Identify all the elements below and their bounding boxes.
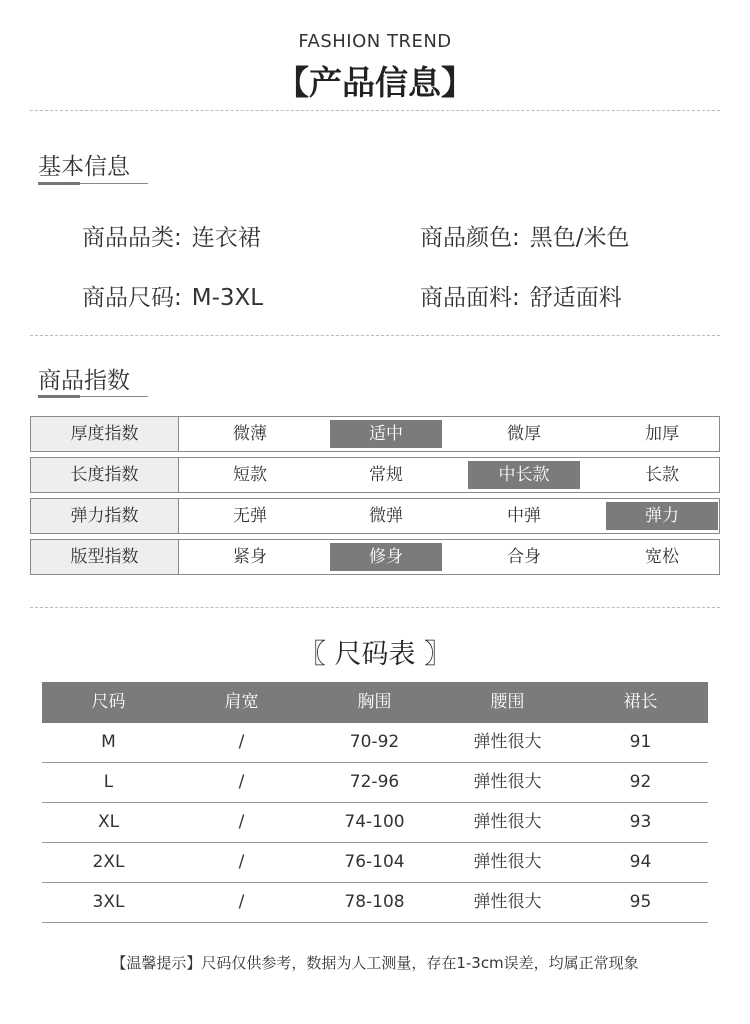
- table-cell: /: [238, 812, 245, 832]
- index-row-length: [30, 457, 720, 493]
- table-cell: 2XL: [92, 852, 125, 872]
- index-option: 长款: [645, 465, 679, 485]
- table-cell: 弹性很大: [473, 772, 542, 792]
- table-cell: 70-92: [349, 732, 400, 752]
- info-label: 商品尺码:: [82, 285, 182, 311]
- table-cell: 72-96: [349, 772, 400, 792]
- info-label: 商品颜色:: [420, 225, 520, 251]
- table-cell: 92: [629, 772, 652, 792]
- table-cell: 弹性很大: [473, 852, 542, 872]
- table-cell: 弹性很大: [473, 892, 542, 912]
- table-cell: /: [238, 772, 245, 792]
- index-option-selected: 中长款: [468, 461, 580, 489]
- table-cell: L: [103, 772, 114, 792]
- index-option: 微厚: [507, 424, 541, 444]
- index-option-selected: 弹力: [606, 502, 718, 530]
- index-option: 微弹: [369, 506, 403, 526]
- table-cell: M: [101, 732, 116, 752]
- size-table-title: 〖 尺码表 〗: [298, 639, 452, 670]
- index-option: 合身: [507, 547, 541, 567]
- info-value: 黑色/米色: [529, 225, 630, 251]
- table-cell: 94: [629, 852, 652, 872]
- table-cell: 91: [629, 732, 652, 752]
- table-cell: 76-104: [344, 852, 405, 872]
- divider: [30, 607, 720, 608]
- index-option-selected: 修身: [330, 543, 442, 571]
- index-label: 版型指数: [31, 540, 179, 574]
- index-row-elasticity: [30, 498, 720, 534]
- index-option: 无弹: [233, 506, 267, 526]
- table-header-cell: 尺码: [91, 692, 126, 712]
- info-size: [82, 279, 263, 312]
- table-row: [42, 843, 708, 883]
- index-label: 长度指数: [31, 458, 179, 492]
- table-cell: 3XL: [92, 892, 125, 912]
- size-table-header: [42, 682, 708, 723]
- index-option: 短款: [233, 465, 267, 485]
- table-cell: 弹性很大: [473, 732, 542, 752]
- table-cell: XL: [97, 812, 120, 832]
- section-title-index: 商品指数: [38, 368, 130, 394]
- table-cell: 74-100: [344, 812, 405, 832]
- table-row: [42, 763, 708, 803]
- info-fabric: [420, 279, 622, 312]
- info-value: 连衣裙: [191, 225, 261, 251]
- section-underline-accent: [38, 182, 80, 185]
- table-cell: 弹性很大: [473, 812, 542, 832]
- table-header-cell: 腰围: [490, 692, 525, 712]
- size-note: 【温馨提示】尺码仅供参考，数据为人工测量，存在1-3cm误差，均属正常现象: [111, 954, 639, 972]
- index-option: 宽松: [645, 547, 679, 567]
- index-row-fit: [30, 539, 720, 575]
- table-row: [42, 803, 708, 843]
- table-header-cell: 肩宽: [224, 692, 259, 712]
- table-header-cell: 裙长: [623, 692, 658, 712]
- info-label: 商品面料:: [420, 285, 520, 311]
- index-option: 紧身: [233, 547, 267, 567]
- info-value: M-3XL: [191, 285, 264, 311]
- table-cell: /: [238, 892, 245, 912]
- index-option: 中弹: [507, 506, 541, 526]
- info-color: [420, 219, 630, 252]
- divider: [30, 110, 720, 111]
- info-value: 舒适面料: [529, 285, 622, 311]
- index-option: 加厚: [645, 424, 679, 444]
- section-underline-accent: [38, 395, 80, 398]
- section-title-basic: 基本信息: [38, 154, 130, 180]
- index-label: 厚度指数: [31, 417, 179, 451]
- index-option: 微薄: [233, 424, 267, 444]
- table-header-cell: 胸围: [357, 692, 392, 712]
- table-cell: /: [238, 732, 245, 752]
- table-row: [42, 883, 708, 923]
- index-option-selected: 适中: [330, 420, 442, 448]
- table-cell: 93: [629, 812, 652, 832]
- table-row: [42, 723, 708, 763]
- divider: [30, 335, 720, 336]
- table-cell: 95: [629, 892, 652, 912]
- index-label: 弹力指数: [31, 499, 179, 533]
- info-category: [82, 219, 261, 252]
- header-subtitle: FASHION TREND: [298, 31, 452, 52]
- page-title: 【产品信息】: [276, 63, 474, 102]
- index-row-thickness: [30, 416, 720, 452]
- table-cell: /: [238, 852, 245, 872]
- table-cell: 78-108: [344, 892, 405, 912]
- info-label: 商品品类:: [82, 225, 182, 251]
- index-option: 常规: [369, 465, 403, 485]
